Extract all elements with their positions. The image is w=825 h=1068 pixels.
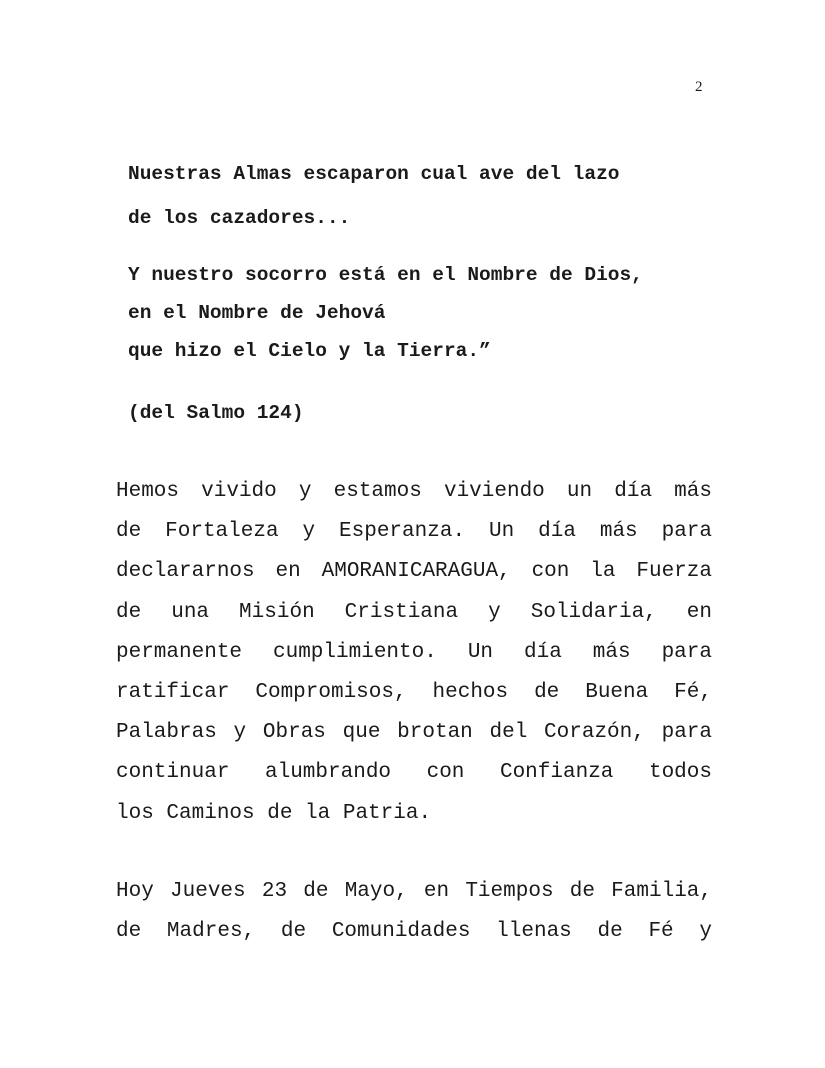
paragraph-2 [116,872,712,952]
quote-line: de los cazadores... [128,207,351,229]
quote-line: en el Nombre de Jehová [128,302,386,324]
paragraph-line: permanente cumplimiento. Un día más para [116,640,712,664]
quote-line: Y nuestro socorro está en el Nombre de Dios, [128,264,643,286]
quote-stanza-1 [128,152,748,240]
paragraph-line: los Caminos de la Patria. [116,801,432,825]
quote-line: Nuestras Almas escaparon cual ave del lazo [128,163,620,185]
paragraph-line: de Fortaleza y Esperanza. Un día más para [116,520,712,544]
paragraph-line: ratificar Compromisos, hechos de Buena Fé, [116,681,712,705]
paragraph-line: Hemos vivido y estamos viviendo un día más [116,480,712,503]
paragraph-line: declararnos en AMORANICARAGUA, con la Fuerza [116,560,712,584]
paragraph-line: de Madres, de Comunidades llenas de Fé y [116,920,712,944]
paragraph-line: continuar alumbrando con Confianza todos [116,761,712,785]
paragraph-line: Hoy Jueves 23 de Mayo, en Tiempos de Familia, [116,880,712,903]
paragraph-1 [116,472,712,834]
quote-stanza-2 [128,256,748,370]
citation-text: (del Salmo 124) [128,402,304,424]
paragraph-line: de una Misión Cristiana y Solidaria, en [116,600,712,624]
paragraph-line: Palabras y Obras que brotan del Corazón, para [116,721,712,745]
page-number: 2 [695,79,703,95]
quote-citation [128,400,748,426]
quote-line: que hizo el Cielo y la Tierra.” [128,340,491,362]
